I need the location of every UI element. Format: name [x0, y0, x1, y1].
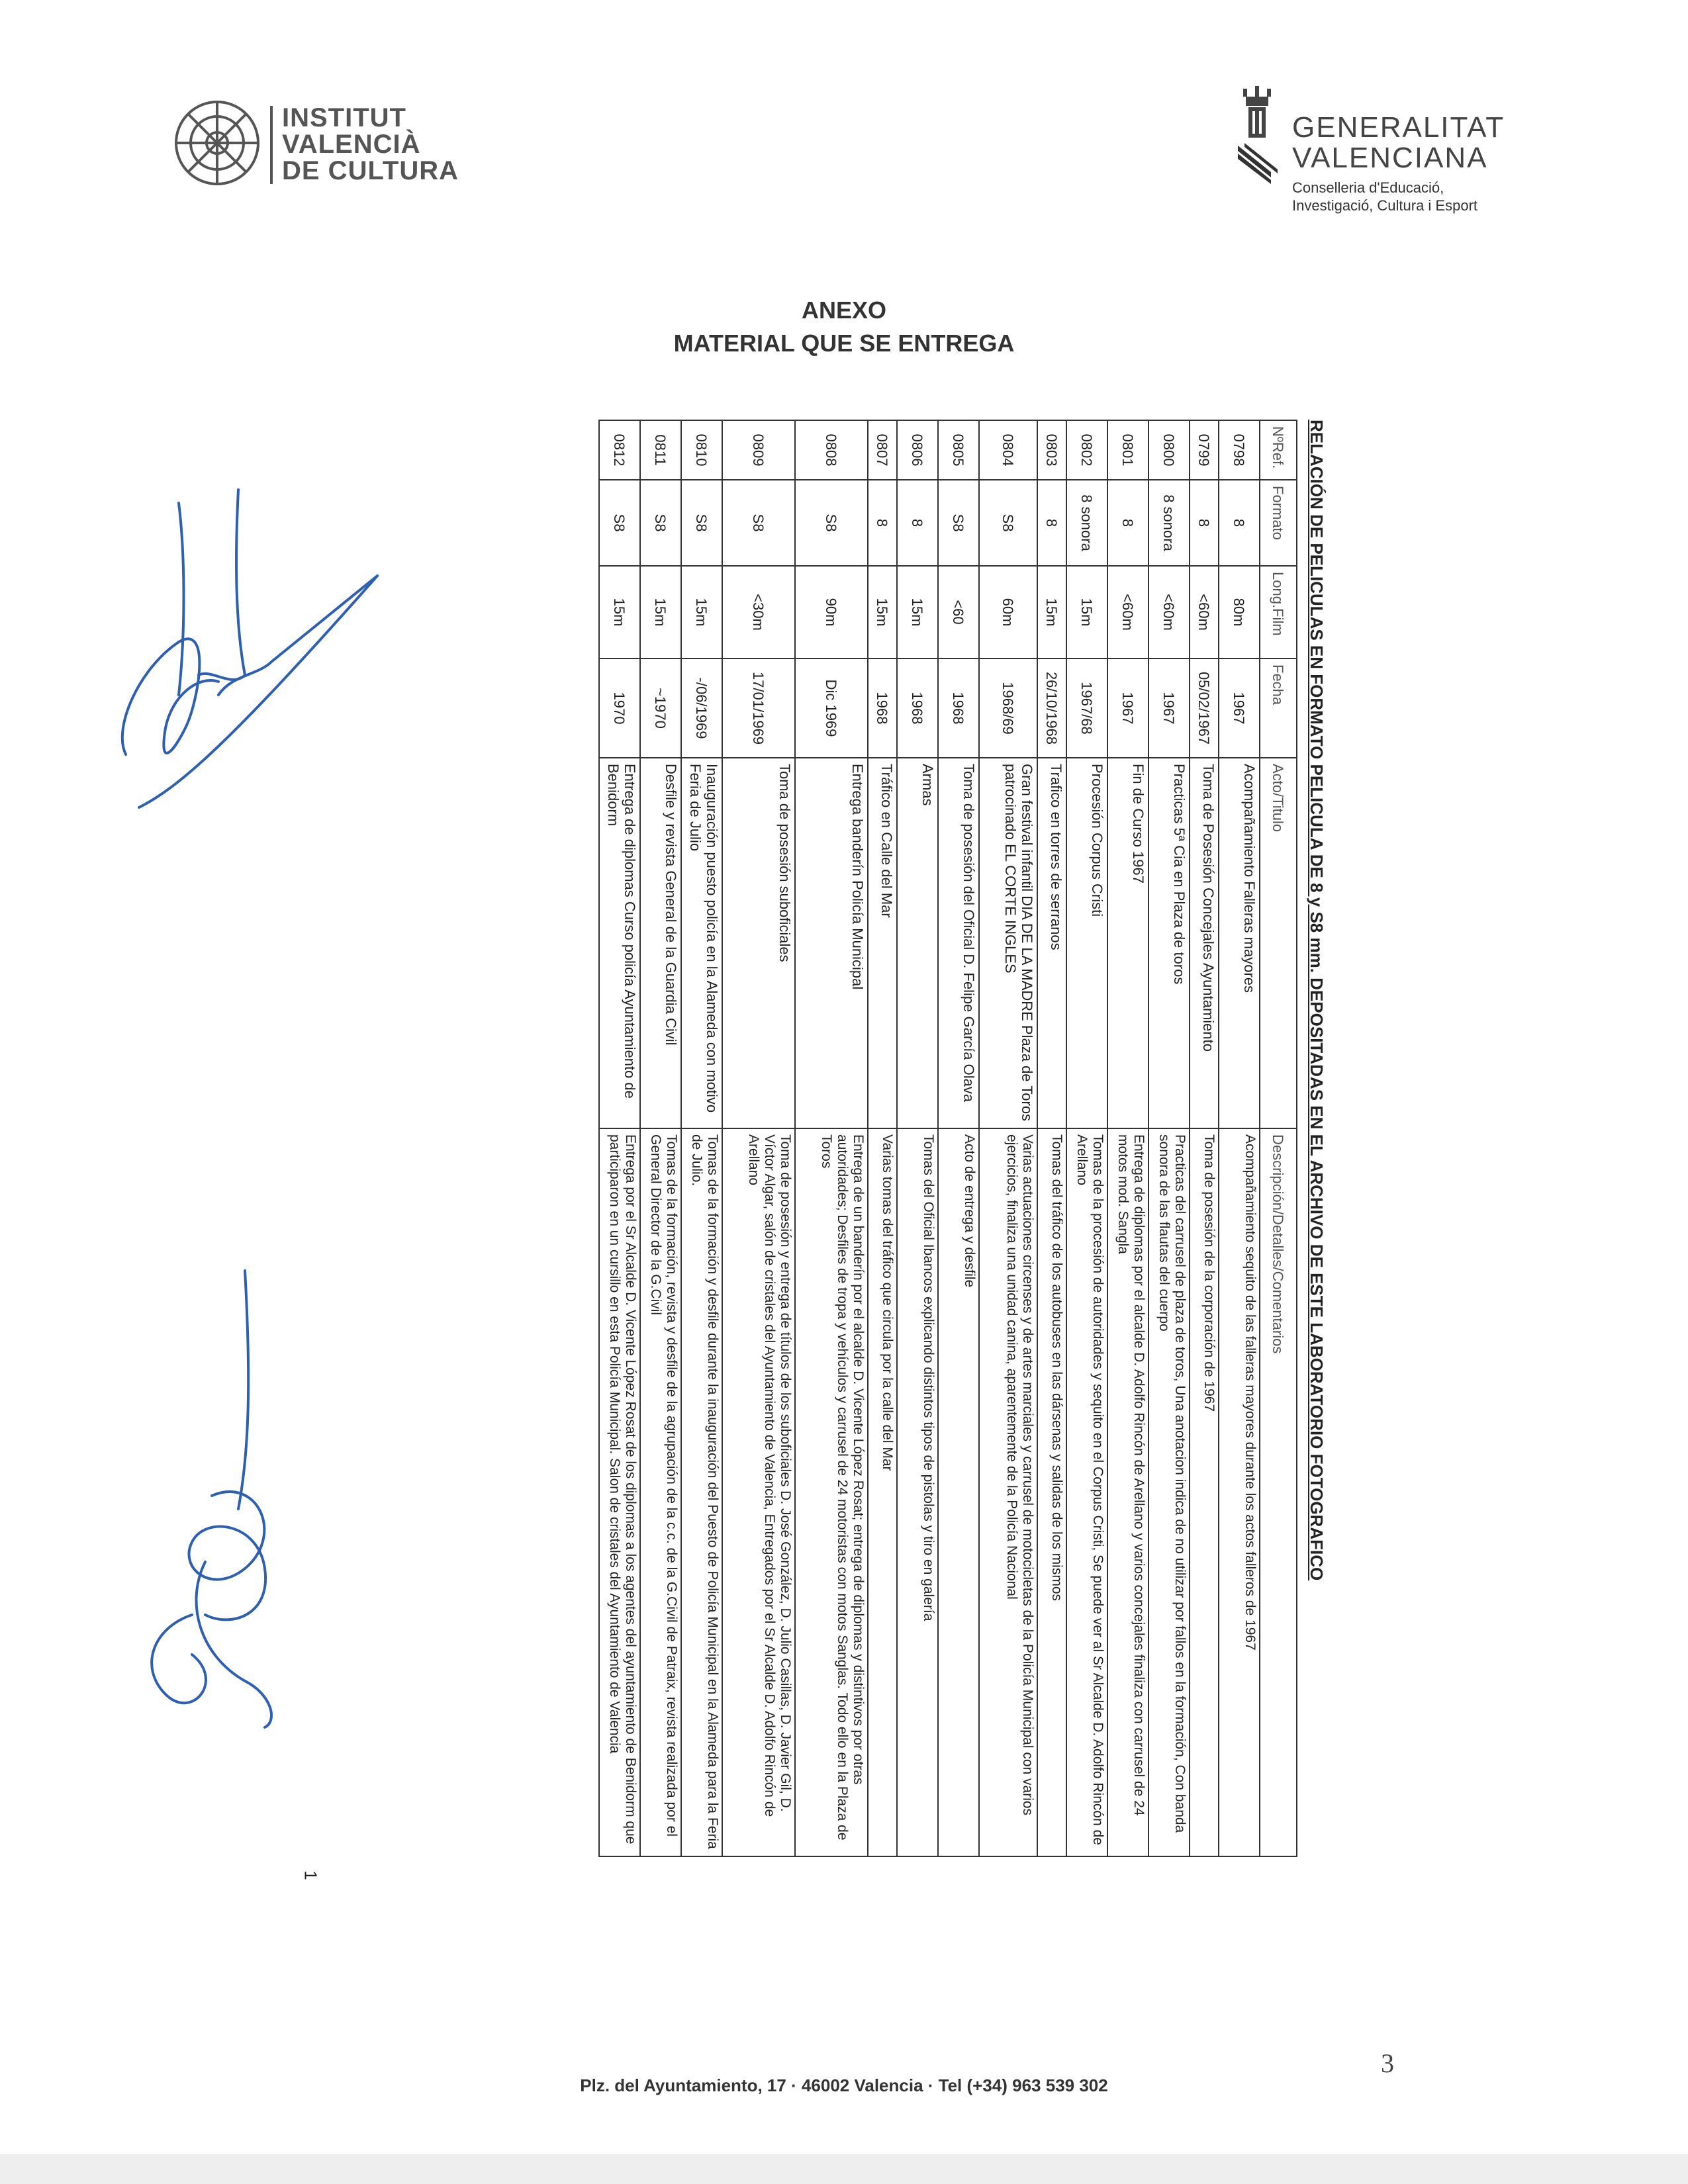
cell-acto: Tráfico en Calle del Mar [868, 758, 897, 1128]
cell-fecha: 1967/68 [1066, 659, 1107, 758]
cell-ref: 0801 [1107, 420, 1149, 480]
cell-acto: Toma de posesión del Oficial D. Felipe García Olava [938, 758, 979, 1128]
cell-fecha: 1967 [1219, 659, 1260, 758]
cell-long: 15m [897, 566, 938, 659]
cell-fecha: 17/01/1969 [722, 659, 795, 758]
gva-line-1: GENERALITAT [1292, 111, 1505, 144]
cell-fecha: -/06/1969 [681, 659, 722, 758]
cell-fecha: 1967 [1107, 659, 1149, 758]
cell-fecha: 1968 [868, 659, 897, 758]
gva-sub-line-2: Investigació, Cultura i Esport [1292, 197, 1478, 214]
cell-desc: Practicas del carrusel de plaza de toros, Una anotacion indica de no utilizar por fallos en la formación, Con banda sonora de las flautas del cuerpo [1149, 1128, 1190, 1856]
cell-desc: Acto de entrega y desfile [938, 1128, 979, 1856]
cell-fecha: 05/02/1967 [1190, 659, 1219, 758]
cell-fecha: 1967 [1149, 659, 1190, 758]
cell-ref: 0802 [1066, 420, 1107, 480]
cell-desc: Tomas del Oficial Ibancos explicando distintos tipos de pistolas y tiro en galería [897, 1128, 938, 1856]
cell-ref: 0799 [1190, 420, 1219, 480]
cell-formato: 8 [1190, 480, 1219, 566]
ivc-logo [171, 91, 459, 204]
annex-title: ANEXO [801, 296, 887, 324]
cell-ref: 0808 [795, 420, 868, 480]
page-number-small: 1 [301, 1870, 321, 1880]
ivc-emblem-icon [171, 97, 263, 189]
table-heading: RELACIÓN DE PELICULAS EN FORMATO PELICULA DE 8 y S8 mm. DEPOSITADAS EN EL ARCHIVO DE ESTE LABORATORIO FOTOGRAFICO [1307, 420, 1327, 1581]
cell-long: 90m [795, 566, 868, 659]
signature-2 [113, 1257, 311, 1734]
col-fecha: Fecha [1260, 659, 1297, 758]
cell-fecha: 1968/69 [979, 659, 1037, 758]
ivc-line-3: DE CULTURA [282, 156, 459, 185]
cell-desc: Tomas de la formación, revista y desfile de la agrupación de la c.c. de la G.Civil de Patraix, revista realizada por el General Director de la G.Civil [640, 1128, 681, 1856]
cell-long: 15m [1037, 566, 1066, 659]
ivc-divider [270, 106, 273, 184]
table-row [938, 420, 979, 1856]
gva-sub-line-1: Conselleria d'Educació, [1292, 179, 1444, 196]
cell-acto: Acompañamiento Falleras mayores [1219, 758, 1260, 1128]
cell-ref: 0800 [1149, 420, 1190, 480]
table-row [1149, 420, 1190, 1856]
cell-formato: 8 [1037, 480, 1066, 566]
col-formato: Formato [1260, 480, 1297, 566]
cell-long: <30m [722, 566, 795, 659]
cell-acto: Entrega de diplomas Curso policía Ayuntamiento de Benidorm [599, 758, 640, 1128]
gva-logo [1231, 85, 1509, 224]
cell-desc: Acompañamiento sequito de las falleras mayores durante los actos falleros de 1967 [1219, 1128, 1260, 1856]
cell-desc: Entrega por el Sr Alcalde D. Vicente López Rosat de los diplomas a los agentes del ayuntamiento de Benidorm que participaron en un cursillo en esta Policía Municipal. Salon de cristales del Ayuntamiento de Valencia [599, 1128, 640, 1856]
ivc-line-1: INSTITUT [282, 103, 406, 132]
cell-formato: S8 [681, 480, 722, 566]
cell-fecha: 1968 [938, 659, 979, 758]
annex-subtitle: MATERIAL QUE SE ENTREGA [673, 330, 1015, 357]
page-number: 3 [1381, 2048, 1394, 2078]
cell-formato: S8 [599, 480, 640, 566]
cell-long: <60 [938, 566, 979, 659]
cell-acto: Toma de posesión suboficiales [722, 758, 795, 1128]
cell-acto: Practicas 5ª Cia en Plaza de toros [1149, 758, 1190, 1128]
cell-long: <60m [1149, 566, 1190, 659]
table-row [1219, 420, 1260, 1856]
cell-acto: Entrega banderín Policía Municipal [795, 758, 868, 1128]
cell-acto: Procesión Corpus Cristi [1066, 758, 1107, 1128]
gva-department [1292, 179, 1477, 214]
cell-long: 60m [979, 566, 1037, 659]
cell-formato: S8 [938, 480, 979, 566]
cell-long: 15m [640, 566, 681, 659]
cell-fecha: 26/10/1968 [1037, 659, 1066, 758]
cell-ref: 0810 [681, 420, 722, 480]
col-desc: Descripción/Detalles/Comentarios [1260, 1128, 1297, 1856]
cell-formato: 8 [1107, 480, 1149, 566]
signature-1 [99, 477, 391, 821]
cell-desc: Varias tomas del tráfico que circula por la calle del Mar [868, 1128, 897, 1856]
cell-desc: Tomas del tráfico de los autobuses en las dársenas y salidas de los mismos [1037, 1128, 1066, 1856]
cell-acto: Fin de Curso 1967 [1107, 758, 1149, 1128]
cell-ref: 0807 [868, 420, 897, 480]
col-long: Long.Film [1260, 566, 1297, 659]
table-row [722, 420, 795, 1856]
cell-formato: S8 [640, 480, 681, 566]
cell-fecha: Dic 1969 [795, 659, 868, 758]
cell-desc: Tomas de la procesión de autoridades y sequito en el Corpus Cristi, Se puede ver al Sr Alcalde D. Adolfo Rincón de Arellano [1066, 1128, 1107, 1856]
gva-line-2: VALENCIANA [1292, 142, 1488, 174]
film-table [598, 420, 1297, 1857]
cell-long: <60m [1107, 566, 1149, 659]
table-row [1107, 420, 1149, 1856]
cell-formato: 8 [868, 480, 897, 566]
cell-acto: Inauguración puesto policía en la Alameda con motivo Feria de Julio [681, 758, 722, 1128]
ivc-wordmark [282, 105, 459, 184]
cell-ref: 0812 [599, 420, 640, 480]
cell-desc: Entrega de un banderín por el alcalde D. Vicente López Rosat; entrega de diplomas y distintivos por otras autoridades; Desfiles de tropa y vehículos y carrusel de 24 motoristas con motos Sanglas. Todo ello en la Plaza de Toros [795, 1128, 868, 1856]
cell-ref: 0803 [1037, 420, 1066, 480]
cell-ref: 0804 [979, 420, 1037, 480]
footer-address: Plz. del Ayuntamiento, 17 · 46002 Valencia · Tel (+34) 963 539 302 [580, 2075, 1108, 2095]
cell-formato: 8 sonora [1066, 480, 1107, 566]
cell-desc: Varias actuaciones circenses y de artes marciales y carrusel de motocicletas de la Policía Municipal con varios ejercicios, finaliza una unidad canina, aparentemente de la Policía Nacional [979, 1128, 1037, 1856]
table-row [868, 420, 897, 1856]
cell-ref: 0811 [640, 420, 681, 480]
cell-fecha: ~1970 [640, 659, 681, 758]
table-row [897, 420, 938, 1856]
cell-desc: Entrega de diplomas por el alcalde D. Adolfo Rincón de Arellano y varios concejales finaliza con carrusel de 24 motos mod. Sangla [1107, 1128, 1149, 1856]
cell-long: 15m [1066, 566, 1107, 659]
cell-desc: Tomas de la formación y desfile durante la inauguración del Puesto de Policía Municipal en la Alameda para la Feria de Julio. [681, 1128, 722, 1856]
cell-ref: 0798 [1219, 420, 1260, 480]
table-row [640, 420, 681, 1856]
table-row [681, 420, 722, 1856]
rotated-table-area [380, 420, 1327, 1856]
cell-formato: 8 sonora [1149, 480, 1190, 566]
cell-desc: Toma de posesión y entrega de títulos de los suboficiales D. José González, D. Julio Casillas, D. Javier Gil, D. Víctor Algar, salón de cristales del Ayuntamiento de Valencia, Entregados por el Sr Alcalde D. Adolfo Rincón de Arellano [722, 1128, 795, 1856]
ivc-line-2: VALENCIÀ [282, 130, 421, 159]
cell-fecha: 1968 [897, 659, 938, 758]
cell-formato: S8 [979, 480, 1037, 566]
cell-long: <60m [1190, 566, 1219, 659]
cell-long: 15m [868, 566, 897, 659]
cell-long: 15m [599, 566, 640, 659]
table-header-row [1260, 420, 1297, 1856]
cell-formato: 8 [897, 480, 938, 566]
col-acto: Acto/Titulo [1260, 758, 1297, 1128]
table-row [1066, 420, 1107, 1856]
cell-formato: 8 [1219, 480, 1260, 566]
table-row [1037, 420, 1066, 1856]
cell-formato: S8 [795, 480, 868, 566]
table-row [599, 420, 640, 1856]
cell-ref: 0809 [722, 420, 795, 480]
cell-ref: 0805 [938, 420, 979, 480]
cell-acto: Desfile y revista General de la Guardia Civil [640, 758, 681, 1128]
col-ref: NºRef. [1260, 420, 1297, 480]
cell-acto: Trafico en torres de serranos [1037, 758, 1066, 1128]
cell-fecha: 1970 [599, 659, 640, 758]
table-row [979, 420, 1037, 1856]
cell-long: 15m [681, 566, 722, 659]
table-row [795, 420, 868, 1856]
cell-formato: S8 [722, 480, 795, 566]
gva-crest-icon [1231, 85, 1288, 184]
cell-desc: Toma de posesión de la corporación de 1967 [1190, 1128, 1219, 1856]
cell-acto: Gran festival infantil DIA DE LA MADRE Plaza de Toros patrocinado EL CORTE INGLES [979, 758, 1037, 1128]
cell-ref: 0806 [897, 420, 938, 480]
cell-acto: Armas [897, 758, 938, 1128]
scan-edge [0, 2154, 1688, 2184]
cell-long: 80m [1219, 566, 1260, 659]
table-row [1190, 420, 1219, 1856]
gva-wordmark [1292, 113, 1505, 173]
cell-acto: Toma de Posesión Concejales Ayuntamiento [1190, 758, 1219, 1128]
